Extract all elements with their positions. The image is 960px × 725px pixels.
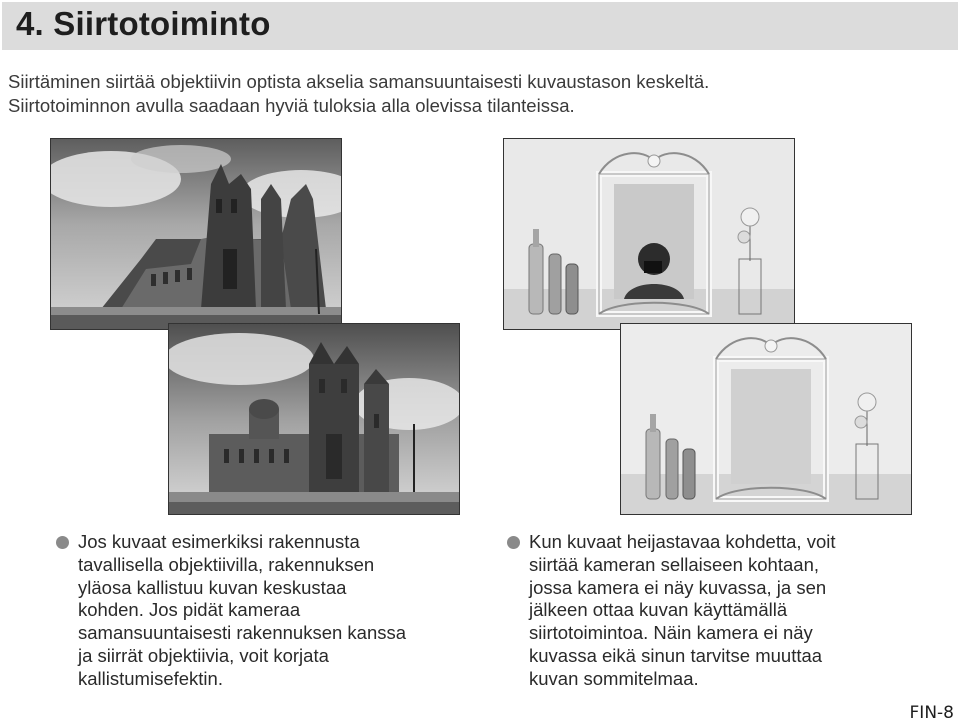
bullet-line: samansuuntaisesti rakennuksen kanssa — [78, 622, 407, 644]
intro-paragraph — [8, 70, 948, 118]
cathedral-photo-tilted — [50, 138, 342, 330]
title-bar — [2, 2, 958, 50]
page-number: FIN-8 — [909, 703, 954, 723]
bullet-line: kohden. Jos pidät kameraa — [78, 599, 301, 621]
bullet-line: Jos kuvaat esimerkiksi rakennusta — [78, 531, 360, 552]
bullet-line: tavallisella objektiivilla, rakennuksen — [78, 553, 375, 575]
intro-line: Siirtotoiminnon avulla saadaan hyviä tuloksia alla olevissa tilanteissa. — [8, 95, 575, 116]
page-title: 4. Siirtotoiminto — [16, 5, 271, 42]
bullet-line: siirtotoimintoa. Näin kamera ei näy — [529, 622, 813, 644]
bullet-dot-icon — [56, 536, 69, 549]
bullet-line: jossa kamera ei näy kuvassa, ja sen — [529, 576, 827, 598]
bullet-line: jälkeen ottaa kuvan käyttämällä — [529, 599, 788, 621]
bullet-dot-icon — [507, 536, 520, 549]
bullet-line: Kun kuvaat heijastavaa kohdetta, voit — [529, 531, 836, 552]
bullet-line: siirtää kameran sellaiseen kohtaan, — [529, 553, 819, 575]
intro-line: Siirtäminen siirtää objektiivin optista akselia samansuuntaisesti kuvaustason keskeltä. — [8, 71, 710, 92]
bullet-building-example — [56, 531, 466, 691]
bullet-reflection-example — [507, 531, 907, 691]
bullet-line: kallistumisefektin. — [78, 667, 223, 689]
mirror-photo-camera-visible — [503, 138, 795, 330]
bullet-text — [529, 531, 907, 691]
bullet-line: yläosa kallistuu kuvan keskustaa — [78, 576, 347, 598]
bullet-line: kuvassa eikä sinun tarvitse muuttaa — [529, 644, 823, 666]
bullet-line: ja siirrät objektiivia, voit korjata — [78, 644, 329, 666]
bullet-line: kuvan sommitelmaa. — [529, 667, 699, 689]
mirror-photo-shifted — [620, 323, 912, 515]
bullet-text — [78, 531, 466, 691]
cathedral-photo-corrected — [168, 323, 460, 515]
